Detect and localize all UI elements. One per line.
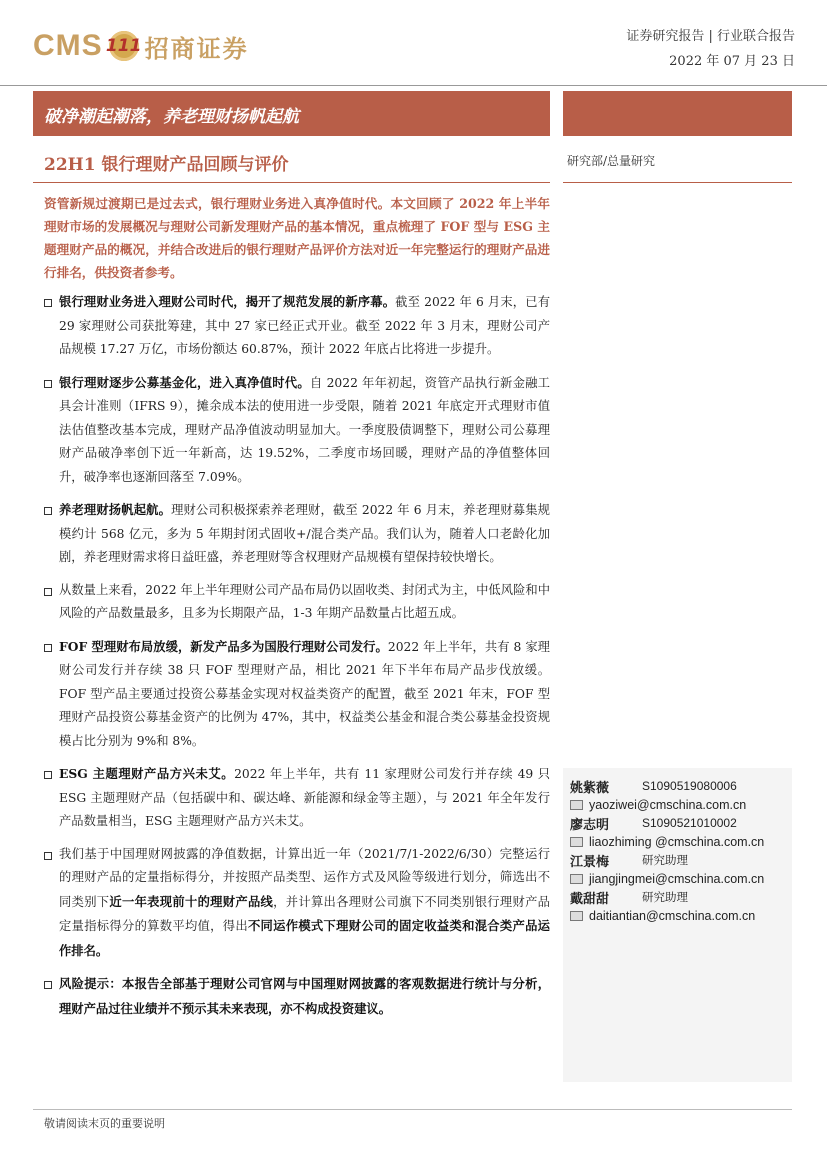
bullet-text: 2022 年上半年，共有 11 家理财公司发行并存续 49 只 ESG 主题理财产品（包括碳中和、碳达峰、新能源和绿金等主题），与 2021 年全年发行产品数量相当，ESG 主题理财产品方兴未艾。	[59, 767, 550, 828]
analyst-email[interactable]: daitiantian@cmschina.com.cn	[589, 908, 756, 923]
list-item	[44, 762, 550, 834]
bullet-box-icon	[44, 507, 52, 515]
risk-warning: 风险提示：本报告全部基于理财公司官网与中国理财网披露的客观数据进行统计与分析，理财产品过往业绩并不预示其未来表现，亦不构成投资建议。	[59, 976, 550, 1016]
logo-mark-icon: 111	[109, 31, 139, 61]
bullet-emphasis: 近一年表现前十的理财产品线	[109, 893, 274, 909]
bullet-box-icon	[44, 852, 52, 860]
analyst-email[interactable]: jiangjingmei@cmschina.com.cn	[589, 871, 765, 886]
analyst-role: 研究助理	[642, 853, 688, 868]
bullet-box-icon	[44, 981, 52, 989]
company-logo	[33, 26, 249, 66]
subtitle-divider	[33, 182, 550, 183]
analyst-role: 研究助理	[642, 890, 688, 905]
bullet-text: 截至 2022 年 6 月末，已有 29 家理财公司获批筹建，其中 27 家已经正式开业。截至 2022 年 3 月末，理财公司产品规模 17.27 万亿，市场份额达 60.87%，预计 2022 年底占比将进一步提升。	[59, 295, 550, 356]
analyst-name: 姚紫薇	[570, 780, 610, 796]
abstract: 资管新规过渡期已是过去式，银行理财业务进入真净值时代。本文回顾了 2022 年上半年理财市场的发展概况与理财公司新发理财产品的基本情况，重点梳理了 FOF 型与 ESG 主题理财产品的概况，并结合改进后的银行理财产品评价方法对近一年完整运行的理财产品进行排名，供投资者参考。	[44, 196, 550, 280]
bullet-text: 自 2022 年年初起，资管产品执行新金融工具会计准则（IFRS 9），摊余成本法的使用进一步受限，随着 2021 年底定开式理财市值法估值整改基本完成，理财产品净值波动明显加大。一季度股债调整下，理财公司公募理财产品破净率创下近一年新高，达 19.52%，二季度市场回暖，理财产品的净值整体回升，破净率也逐渐回落至 7.09%。	[59, 375, 550, 484]
bullet-text-tail: ，并计算出各理财公司旗下不同类别银行理财产品定量指标得分的算数平均值，得出	[59, 894, 550, 933]
list-item	[44, 843, 550, 964]
bullet-emphasis-2: 不同运作模式下理财公司的固定收益类和混合类产品运作排名。	[59, 918, 550, 958]
bullet-box-icon	[44, 771, 52, 779]
list-item	[44, 972, 550, 1021]
bullet-lead: 银行理财业务进入理财公司时代，揭开了规范发展的新序幕。	[59, 294, 396, 309]
analyst-row	[570, 851, 790, 870]
bullet-box-icon	[44, 644, 52, 652]
analyst-email[interactable]: yaoziwei@cmschina.com.cn	[589, 797, 747, 812]
analyst-email-row	[570, 870, 790, 889]
bullet-box-icon	[44, 588, 52, 596]
bullet-lead: ESG 主题理财产品方兴未艾。	[59, 766, 235, 781]
report-category: 证券研究报告 | 行业联合报告	[626, 29, 795, 44]
mail-icon	[570, 837, 583, 847]
list-item	[44, 498, 550, 570]
bullet-lead: 银行理财逐步公募基金化，进入真净值时代。	[59, 374, 310, 390]
header-divider	[0, 85, 827, 86]
sidebar-band	[563, 91, 792, 136]
bullet-list	[44, 290, 550, 1030]
bullet-lead: FOF 型理财布局放缓，新发产品多为国股行理财公司发行。	[59, 638, 388, 654]
analyst-row	[570, 814, 790, 833]
analyst-name: 廖志明	[570, 817, 610, 833]
analyst-name: 江景梅	[570, 854, 610, 870]
mail-icon	[570, 911, 583, 921]
analyst-email-row	[570, 833, 790, 852]
bullet-box-icon	[44, 380, 52, 388]
bullet-box-icon	[44, 299, 52, 307]
list-item	[44, 635, 550, 754]
logo-latin: CMS	[33, 29, 103, 62]
analyst-id: S1090521010002	[642, 816, 737, 831]
report-subtitle: 22H1 银行理财产品回顾与评价	[44, 155, 289, 175]
analyst-row	[570, 777, 790, 796]
bullet-text: 我们基于中国理财网披露的净值数据，计算出近一年（2021/7/1-2022/6/30）完整运行的理财产品的定量指标得分，并按照产品类型、运作方式及风险等级进行划分，筛选出不同类别下	[59, 846, 550, 909]
analyst-id: S1090519080006	[642, 779, 737, 794]
department: 研究部/总量研究	[567, 154, 656, 168]
bullet-text: 理财公司积极探索养老理财，截至 2022 年 6 月末，养老理财募集规模约计 568 亿元，多为 5 年期封闭式固收+/混合类产品。我们认为，随着人口老龄化加剧，养老理财需求将日益旺盛，养老理财等含权理财产品规模有望保持较快增长。	[59, 503, 550, 564]
analyst-email-row	[570, 796, 790, 815]
analyst-list	[570, 777, 790, 925]
analyst-email[interactable]: liaozhiming @cmschina.com.cn	[589, 834, 765, 849]
analyst-email-row	[570, 907, 790, 926]
mail-icon	[570, 874, 583, 884]
logo-chinese: 招商证券	[144, 33, 249, 63]
mail-icon	[570, 800, 583, 810]
report-date: 2022 年 07 月 23 日	[669, 54, 795, 69]
list-item	[44, 290, 550, 362]
report-title: 破净潮起潮落，养老理财扬帆起航	[44, 107, 299, 127]
bullet-text: 2022 年上半年，共有 8 家理财公司发行并存续 38 只 FOF 型理财产品，相比 2021 年下半年布局产品步伐放缓。FOF 型产品主要通过投资公募基金实现对权益类资产的配置，截至 2021 年末，FOF 型理财产品投资公募基金资产的比例为 47%，其中，权益类公基金和混合类公募基金投资规模占比分别为 9%和 8%。	[59, 639, 550, 748]
footer-note: 敬请阅读末页的重要说明	[44, 1117, 165, 1130]
list-item	[44, 371, 550, 490]
bullet-text: 从数量上来看，2022 年上半年理财公司产品布局仍以固收类、封闭式为主，中低风险和中风险的产品数量最多，且多为长期限产品，1-3 年期产品数量占比超五成。	[59, 582, 550, 620]
analyst-row	[570, 888, 790, 907]
bullet-lead: 养老理财扬帆起航。	[59, 502, 172, 517]
analyst-name: 戴甜甜	[570, 891, 610, 907]
sidebar-divider	[563, 182, 792, 183]
list-item	[44, 579, 550, 626]
footer-divider	[33, 1109, 792, 1110]
